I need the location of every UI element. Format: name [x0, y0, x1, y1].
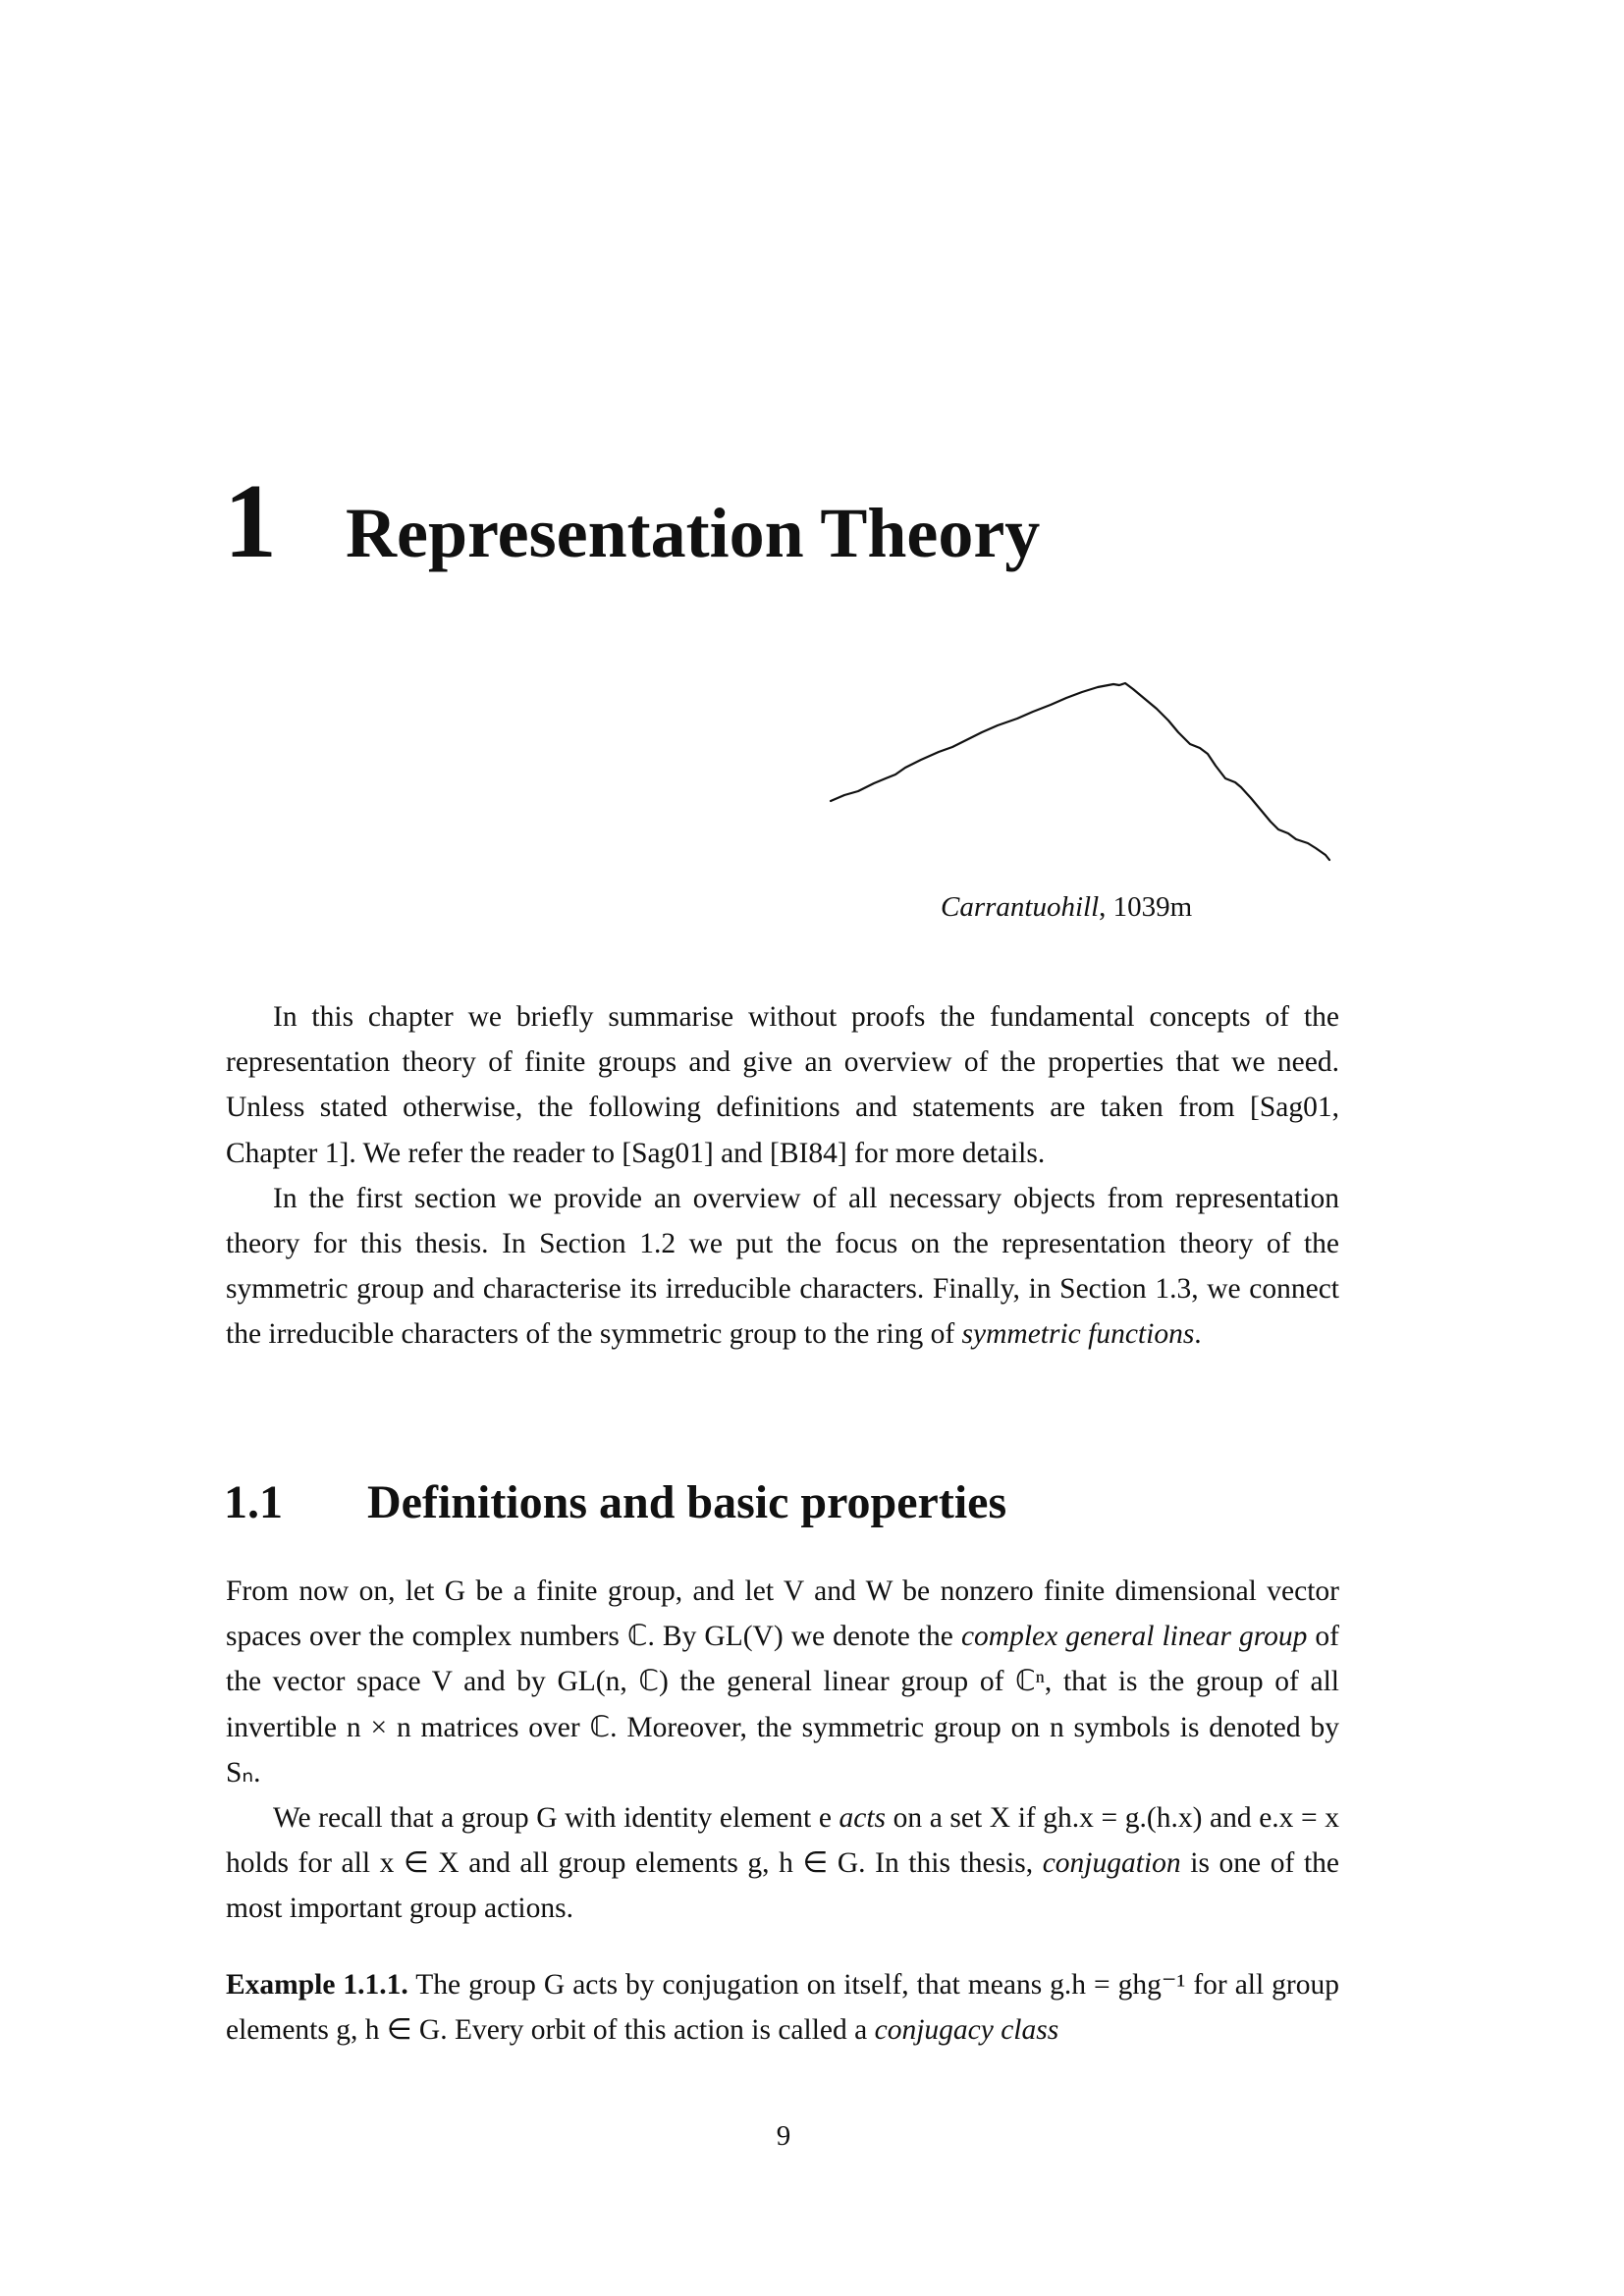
section-heading — [224, 1475, 1006, 1529]
intro-paragraph-1: In this chapter we briefly summarise without proofs the fundamental concepts of the representation theory of finite groups and give an overview of the properties that we need. Unless stated otherwise, the following definitions and statements are taken from [Sag01, Chapter 1]. We refer the reader to [Sag01] and [BI84] for more details. — [226, 1001, 1339, 1169]
chapter-title: Representation Theory — [346, 494, 1041, 572]
mountain-profile-drawing — [825, 677, 1335, 874]
emphasis-acts: acts — [839, 1802, 887, 1835]
emphasis-conjugation: conjugation — [1042, 1847, 1181, 1880]
emphasis-complex-general-linear-group: complex general linear group — [960, 1621, 1308, 1653]
example-label: Example 1.1.1. — [226, 1969, 408, 2001]
definitions-body — [226, 1569, 1339, 1932]
emphasis-symmetric-functions: symmetric functions — [961, 1318, 1195, 1351]
section-number: 1.1 — [224, 1476, 283, 1528]
intro-paragraph-2: In the first section we provide an overview of all necessary objects from representation theory for this thesis. In Section 1.2 we put the focus on the representation theory of the symmetric group and characterise its irreducible characters. Finally, in Section 1.3, we connect the irreducible characters of the symmetric group to the ring of symmetric functions. — [226, 1182, 1339, 1351]
page-number: 9 — [776, 2120, 791, 2152]
chapter-intro — [226, 994, 1339, 1358]
epigraph-caption — [941, 891, 1192, 924]
emphasis-conjugacy-class: conjugacy class — [874, 2014, 1059, 2047]
definitions-paragraph-1: From now on, let G be a finite group, and let V and W be nonzero finite dimensional vector spaces over the complex numbers ℂ. By GL(V) we denote the complex general linear group of the vector space V and by GL(n, ℂ) the general linear group of ℂⁿ, that is the group of all invertible n × n matrices over ℂ. Moreover, the symmetric group on n symbols is denoted by Sₙ. — [226, 1575, 1339, 1789]
section-title: Definitions and basic properties — [367, 1476, 1007, 1528]
chapter-heading — [224, 461, 1040, 583]
example-block: Example 1.1.1. The group G acts by conjugation on itself, that means g.h = ghg⁻¹ for all group elements g, h ∈ G. Every orbit of this action is called a conjugacy class — [226, 1969, 1339, 2047]
chapter-number: 1 — [224, 463, 277, 580]
epigraph-height: , 1039m — [1099, 891, 1193, 923]
epigraph-place: Carrantuohill — [941, 891, 1100, 923]
definitions-paragraph-2: We recall that a group G with identity element e acts on a set X if gh.x = g.(h.x) and e.x = x holds for all x ∈ X and all group elements g, h ∈ G. In this thesis, conjugation is one of the most important group actions. — [226, 1802, 1339, 1925]
